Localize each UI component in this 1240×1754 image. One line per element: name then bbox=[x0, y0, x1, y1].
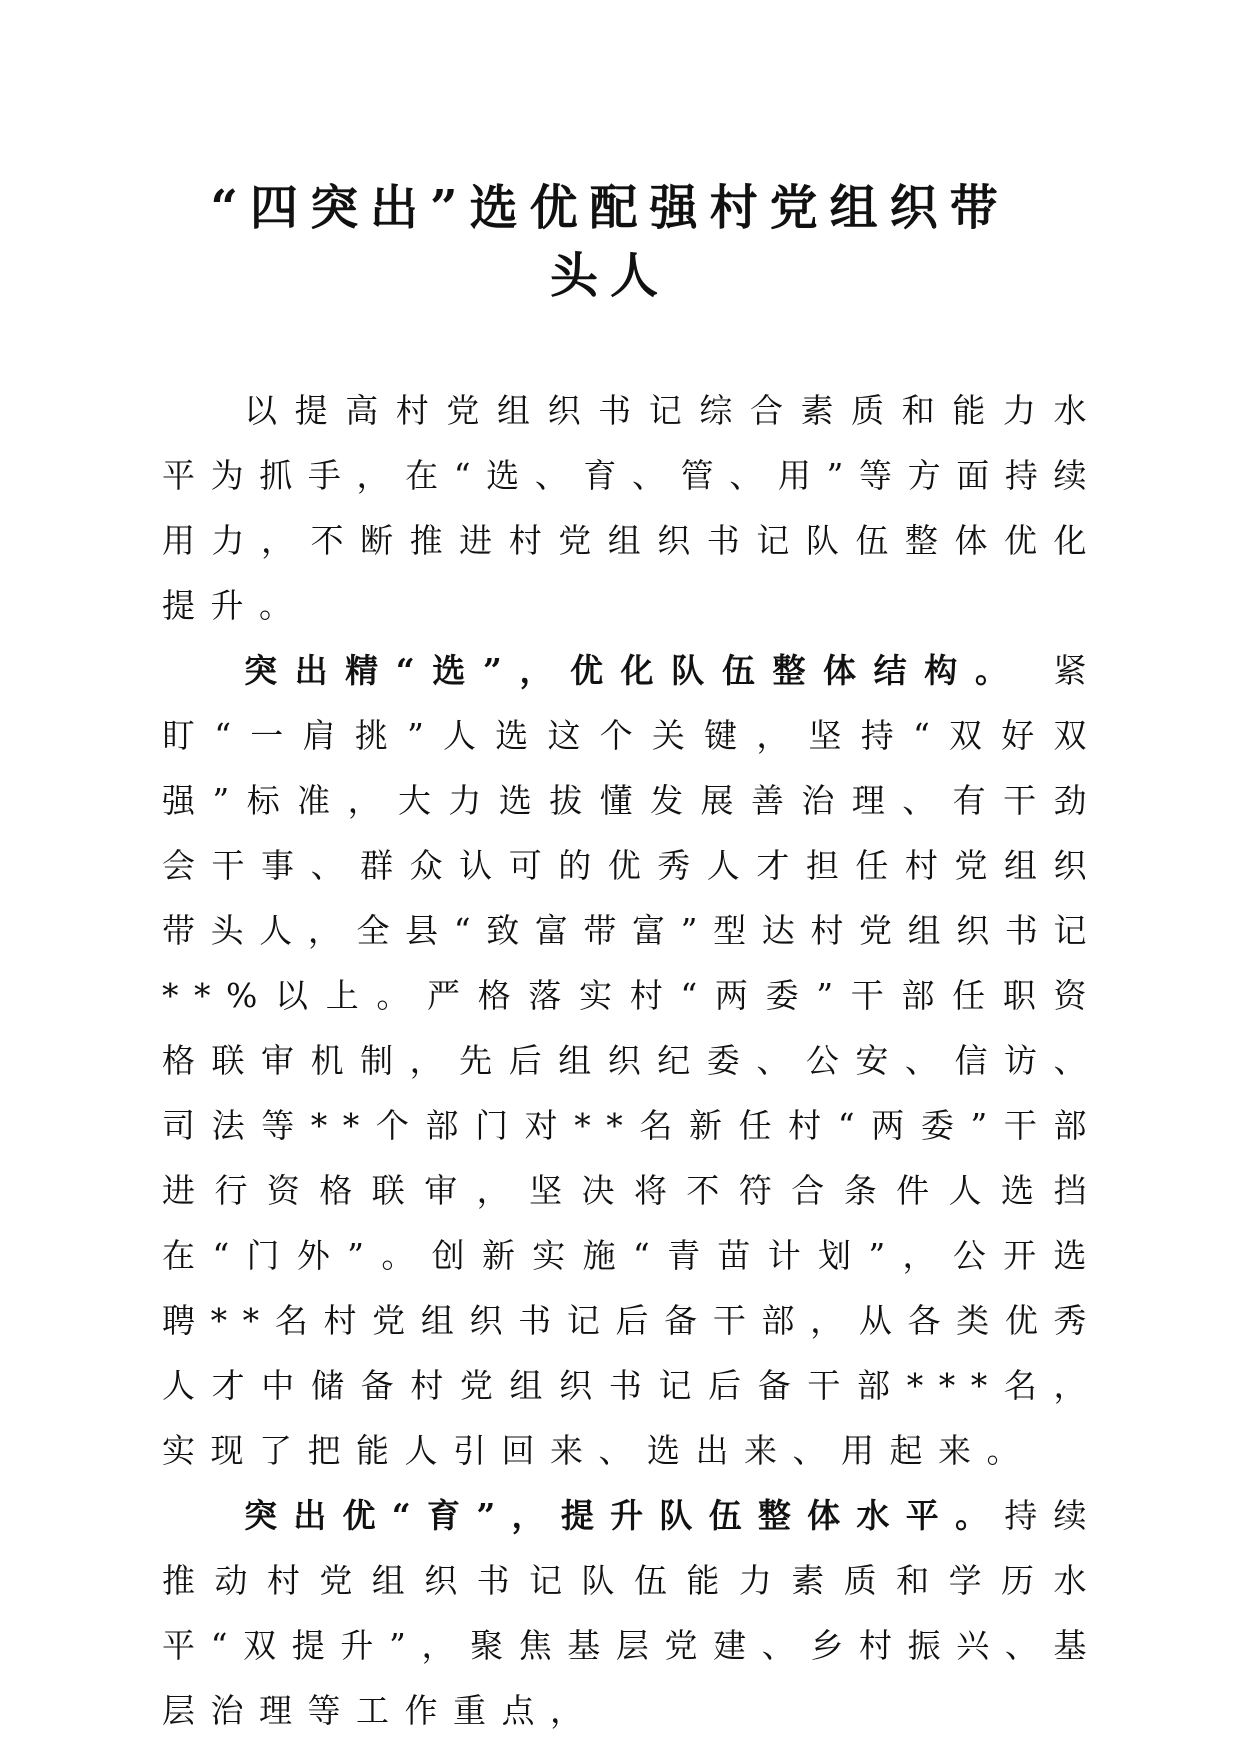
paragraph-cultivate bbox=[162, 1483, 1102, 1743]
paragraph-text: 以提高村党组织书记综合素质和能力水平为抓手，在“选、育、管、用”等方面持续用力，不断推进村党组织书记队伍整体优化提升。 bbox=[162, 391, 1102, 625]
paragraph-lead: 突出精“选”，优化队伍整体结构。 bbox=[244, 651, 1026, 690]
paragraph-text: 紧盯“一肩挑”人选这个关键，坚持“双好双强”标准，大力选拔懂发展善治理、有干劲会干事、群众认可的优秀人才担任村党组织带头人，全县“致富带富”型达村党组织书记**%以上。严格落实村“两委”干部任职资格联审机制，先后组织纪委、公安、信访、司法等**个部门对**名新任村“两委”干部进行资格联审，坚决将不符合条件人选挡在“门外”。创新实施“青苗计划”，公开选聘**名村党组织书记后备干部，从各类优秀人才中储备村党组织书记后备干部***名，实现了把能人引回来、选出来、用起来。 bbox=[162, 651, 1102, 1470]
paragraph-select bbox=[162, 638, 1102, 1483]
paragraph-lead: 突出优“育”，提升队伍整体水平。 bbox=[244, 1496, 1005, 1535]
document-title-line-1: “四突出”选优配强村党组织带 bbox=[210, 180, 1010, 236]
document-body bbox=[162, 378, 1102, 1743]
paragraph-text: 持续推动村党组织书记队伍能力素质和学历水平“双提升”，聚焦基层党建、乡村振兴、基层治理等工作重点， bbox=[162, 1496, 1103, 1730]
document-title-line-2: 头人 bbox=[549, 248, 670, 304]
paragraph-intro bbox=[162, 378, 1102, 638]
